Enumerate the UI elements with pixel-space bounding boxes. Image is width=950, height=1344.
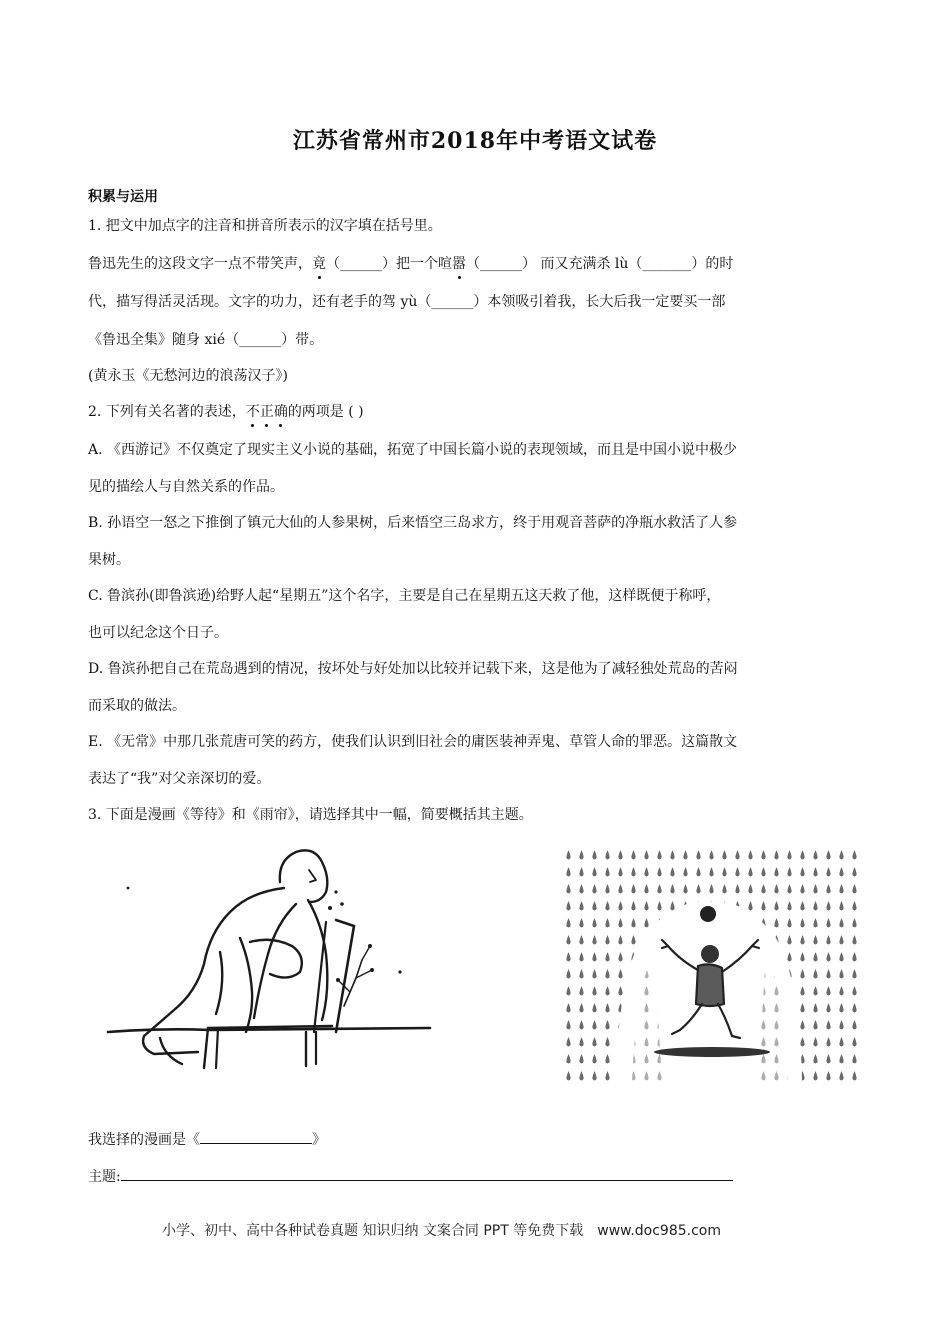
option-a-line-2: 见的描绘人与自然关系的作品。 [88,479,284,495]
section-heading: 积累与运用 [88,189,158,205]
q2-stem [88,402,863,422]
option-a-line-1: A. 《西游记》不仅奠定了现实主义小说的基础，拓宽了中国长篇小说的表现领域，而且是中国小说中极少 [88,442,738,458]
option-d-line-1: D. 鲁滨孙把自己在荒岛遇到的情况，按坏处与好处加以比较并记载下来，这是他为了减轻独处荒岛的苦闷 [88,661,738,677]
q2-text: 2. 下列有关名著的表述， [88,404,246,420]
q1-passage-line-3: 《鲁迅全集》随身 xié（______）带。 [88,332,324,348]
q1-text: 鲁迅先生的这段文字一点不带笑声， [88,256,312,272]
dotted-char: 不 [245,404,260,420]
q1-passage-line-1 [88,254,863,274]
q1-text: （______） 而又充满杀 lù（_______）的时 [466,256,734,272]
option-c-line-1: C. 鲁滨孙(即鲁滨逊)给野人起“星期五”这个名字，主要是自己在星期五这天救了他，这样既便于称呼， [88,588,721,604]
footer-text: 小学、初中、高中各种试卷真题 知识归纳 文案合同 PPT 等免费下载 [162,1223,584,1239]
footer-site-link[interactable]: www.doc985.com [597,1223,721,1239]
q3-choice-label: 我选择的漫画是《 [88,1132,200,1148]
exam-title: 江苏省常州市2018年中考语文试卷 [292,128,658,154]
q1-text: （______）把一个喧 [326,256,452,272]
q3-choice-line [88,1129,863,1150]
option-e-line-1: E. 《无常》中那几张荒唐可笑的药方，使我们认识到旧社会的庸医装神弄鬼、草管人命的罪恶。这篇散文 [88,734,738,750]
choice-blank[interactable] [200,1129,312,1144]
cartoon-waiting [100,842,440,1082]
theme-blank[interactable] [121,1166,733,1181]
dotted-char: 确 [273,404,288,420]
q1-source: (黄永玉《无愁河边的浪荡汉子》) [88,368,288,384]
dotted-char: 竟 [312,256,326,272]
q3-theme-label: 主题: [88,1169,121,1185]
option-d-line-2: 而采取的做法。 [88,698,186,714]
dotted-char: 嚣 [452,256,466,272]
option-c-line-2: 也可以纪念这个日子。 [88,625,228,641]
option-b-line-2: 果树。 [88,552,130,568]
q3-choice-close: 》 [312,1132,326,1148]
option-b-line-1: B. 孙语空一怒之下推倒了镇元大仙的人参果树，后来悟空三岛求方，终于用观音菩萨的净瓶水救活了人参 [88,515,738,531]
page-footer [162,1220,721,1240]
q3-stem: 3. 下面是漫画《等待》和《雨帘》，请选择其中一幅，简要概括其主题。 [88,807,533,823]
q1-stem: 1. 把文中加点字的注音和拼音所表示的汉字填在括号里。 [88,218,442,234]
option-e-line-2: 表达了“我”对父亲深切的爱。 [88,771,271,787]
q2-text: 的两项是 ( ) [287,404,364,420]
q3-theme-line [88,1166,863,1187]
dotted-char: 正 [259,404,274,420]
q1-passage-line-2: 代，描写得活灵活现。文字的功力，还有老手的驾 yù（______）本领吸引着我，长大后我一定要买一部 [88,294,726,310]
cartoon-rain-curtain [562,848,858,1082]
